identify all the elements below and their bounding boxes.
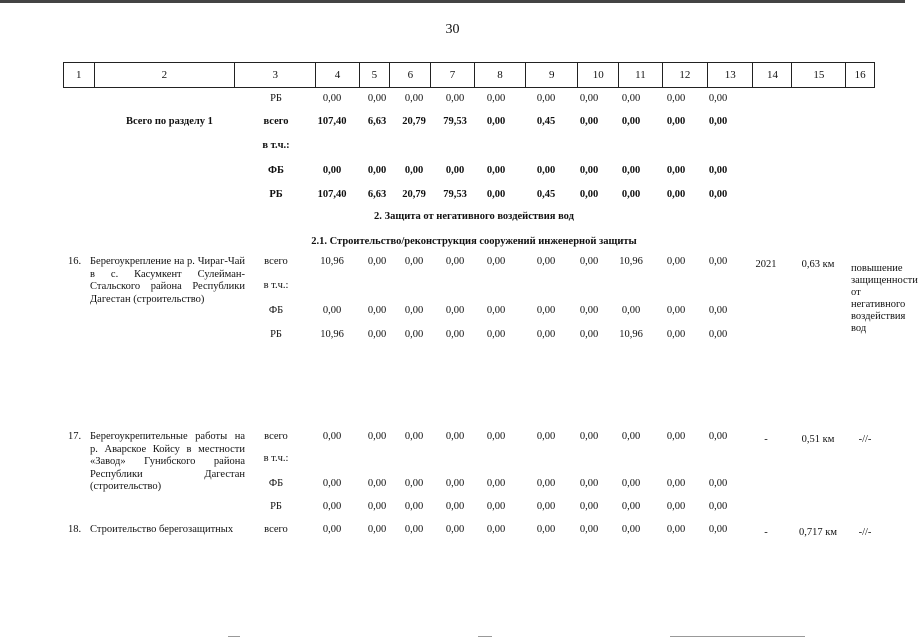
- header-cell-3: 3: [235, 63, 316, 88]
- header-cell-1: 1: [64, 63, 95, 88]
- value-cell: 0,00: [708, 501, 728, 512]
- value-cell: 0,00: [579, 431, 599, 442]
- value-cell: 0,00: [666, 524, 686, 535]
- section-title: 2. Защита от негативного воздействия вод: [374, 211, 574, 222]
- value-cell: 0,00: [445, 256, 465, 267]
- header-cell-5: 5: [359, 63, 390, 88]
- value-cell: 0,00: [536, 501, 556, 512]
- value-cell: 0,00: [486, 93, 506, 104]
- value-cell: 0,00: [367, 329, 387, 340]
- value-cell: 0,00: [708, 478, 728, 489]
- value-cell: 0,00: [367, 165, 387, 176]
- value-cell: 0,00: [536, 329, 556, 340]
- item-capacity: 0,63 км: [801, 259, 835, 270]
- value-cell: 0,00: [621, 305, 641, 316]
- value-cell: 0,00: [666, 189, 686, 200]
- value-cell: 0,00: [536, 478, 556, 489]
- value-cell: 0,00: [708, 329, 728, 340]
- item-result: -//-: [858, 527, 872, 538]
- value-cell: 0,00: [445, 305, 465, 316]
- value-cell: 20,79: [402, 116, 426, 127]
- header-cell-2: 2: [94, 63, 234, 88]
- value-cell: 0,00: [666, 478, 686, 489]
- value-cell: 0,00: [367, 93, 387, 104]
- value-cell: 0,00: [579, 256, 599, 267]
- value-cell: 0,00: [486, 478, 506, 489]
- page-number: 30: [445, 22, 460, 37]
- value-cell: 0,00: [666, 93, 686, 104]
- value-cell: 0,00: [486, 431, 506, 442]
- row-type-label: в т.ч.:: [263, 280, 289, 291]
- item-result: повышение защищенности от негативного воздействия вод: [851, 263, 918, 334]
- value-cell: 0,00: [536, 93, 556, 104]
- value-cell: 0,00: [621, 165, 641, 176]
- header-row: [64, 63, 875, 88]
- value-cell: 0,00: [445, 524, 465, 535]
- bottom-mark: [228, 636, 240, 637]
- value-cell: 0,00: [621, 501, 641, 512]
- item-name: Берегоукрепительные работы на р. Аварское Койсу в местности «Завод» Гунибского района Республики Дагестан (строительство): [90, 431, 245, 492]
- value-cell: 0,00: [445, 93, 465, 104]
- value-cell: 10,96: [619, 329, 643, 340]
- value-cell: 0,00: [621, 93, 641, 104]
- value-cell: 0,00: [322, 478, 342, 489]
- item-year: -: [764, 527, 768, 538]
- value-cell: 0,00: [708, 189, 728, 200]
- value-cell: 6,63: [367, 189, 387, 200]
- value-cell: 0,00: [536, 305, 556, 316]
- value-cell: 0,45: [536, 189, 556, 200]
- item-capacity: 0,51 км: [801, 434, 835, 445]
- value-cell: 0,00: [708, 431, 728, 442]
- value-cell: 0,00: [486, 501, 506, 512]
- value-cell: 0,00: [708, 116, 728, 127]
- value-cell: 0,00: [579, 165, 599, 176]
- value-cell: 0,00: [579, 524, 599, 535]
- value-cell: 10,96: [320, 329, 344, 340]
- value-cell: 0,00: [621, 431, 641, 442]
- value-cell: 0,00: [708, 93, 728, 104]
- header-cell-10: 10: [578, 63, 619, 88]
- value-cell: 0,00: [666, 501, 686, 512]
- value-cell: 0,00: [404, 431, 424, 442]
- value-cell: 0,00: [404, 478, 424, 489]
- item-year: 2021: [755, 259, 777, 270]
- value-cell: 0,00: [536, 256, 556, 267]
- value-cell: 0,00: [621, 189, 641, 200]
- header-cell-14: 14: [753, 63, 792, 88]
- value-cell: 10,96: [619, 256, 643, 267]
- header-cell-13: 13: [708, 63, 753, 88]
- value-cell: 0,00: [367, 478, 387, 489]
- value-cell: 0,00: [579, 478, 599, 489]
- value-cell: 0,00: [486, 116, 506, 127]
- header-cell-15: 15: [792, 63, 846, 88]
- item-number: 17.: [68, 431, 82, 442]
- row-type-label: всего: [264, 256, 288, 267]
- value-cell: 0,00: [404, 524, 424, 535]
- value-cell: 0,00: [322, 501, 342, 512]
- value-cell: 79,53: [443, 189, 467, 200]
- value-cell: 0,00: [666, 256, 686, 267]
- value-cell: 0,00: [445, 165, 465, 176]
- value-cell: 0,00: [445, 501, 465, 512]
- value-cell: 0,00: [621, 478, 641, 489]
- value-cell: 0,00: [621, 524, 641, 535]
- row-type-label: ФБ: [268, 305, 284, 316]
- top-border-line: [0, 0, 905, 3]
- value-cell: 107,40: [317, 189, 347, 200]
- value-cell: 0,00: [367, 501, 387, 512]
- value-cell: 0,00: [666, 116, 686, 127]
- value-cell: 0,00: [579, 116, 599, 127]
- value-cell: 0,00: [445, 329, 465, 340]
- row-type-label: ФБ: [268, 165, 284, 176]
- value-cell: 0,00: [666, 305, 686, 316]
- header-cell-9: 9: [526, 63, 578, 88]
- value-cell: 0,00: [367, 524, 387, 535]
- value-cell: 0,00: [367, 256, 387, 267]
- value-cell: 0,00: [404, 329, 424, 340]
- value-cell: 0,00: [322, 93, 342, 104]
- header-cell-11: 11: [619, 63, 662, 88]
- row-type-label: всего: [264, 431, 288, 442]
- value-cell: 0,00: [666, 329, 686, 340]
- item-number: 18.: [68, 524, 82, 535]
- value-cell: 0,00: [579, 329, 599, 340]
- row-type-label: РБ: [270, 329, 282, 340]
- header-cell-12: 12: [662, 63, 707, 88]
- row-type-label: в т.ч.:: [263, 453, 289, 464]
- value-cell: 0,00: [486, 165, 506, 176]
- value-cell: 0,00: [579, 189, 599, 200]
- value-cell: 0,00: [536, 431, 556, 442]
- value-cell: 0,00: [579, 305, 599, 316]
- header-cell-8: 8: [474, 63, 526, 88]
- value-cell: 0,00: [322, 431, 342, 442]
- value-cell: 10,96: [320, 256, 344, 267]
- value-cell: 0,00: [536, 165, 556, 176]
- value-cell: 0,00: [579, 93, 599, 104]
- header-cell-16: 16: [846, 63, 875, 88]
- bottom-mark: [670, 636, 805, 637]
- row-type-label: РБ: [270, 93, 282, 104]
- header-cell-7: 7: [431, 63, 474, 88]
- item-capacity: 0,717 км: [799, 527, 837, 538]
- value-cell: 0,00: [486, 189, 506, 200]
- row-type-label: ФБ: [268, 478, 284, 489]
- item-name: Берегоукрепление на р. Чираг-Чай в с. Касумкент Сулейман-Стальского района Республики Дагестан (строительство): [90, 256, 245, 305]
- row-type-label: всего: [263, 116, 289, 127]
- row-type-label: РБ: [270, 501, 282, 512]
- value-cell: 0,00: [404, 305, 424, 316]
- value-cell: 0,00: [621, 116, 641, 127]
- value-cell: 0,00: [404, 501, 424, 512]
- header-cell-4: 4: [316, 63, 359, 88]
- value-cell: 20,79: [402, 189, 426, 200]
- value-cell: 0,45: [536, 116, 556, 127]
- value-cell: 0,00: [708, 305, 728, 316]
- value-cell: 107,40: [317, 116, 347, 127]
- value-cell: 0,00: [367, 431, 387, 442]
- value-cell: 0,00: [708, 256, 728, 267]
- value-cell: 0,00: [404, 165, 424, 176]
- item-year: -: [764, 434, 768, 445]
- header-cell-6: 6: [390, 63, 431, 88]
- item-number: 16.: [68, 256, 82, 267]
- value-cell: 0,00: [486, 305, 506, 316]
- value-cell: 0,00: [666, 165, 686, 176]
- column-number-header: [63, 62, 875, 88]
- value-cell: 0,00: [445, 478, 465, 489]
- item-name: Строительство берегозащитных: [90, 524, 234, 535]
- value-cell: 0,00: [536, 524, 556, 535]
- value-cell: 0,00: [367, 305, 387, 316]
- value-cell: 0,00: [666, 431, 686, 442]
- value-cell: 0,00: [486, 329, 506, 340]
- value-cell: 0,00: [486, 256, 506, 267]
- value-cell: 0,00: [404, 256, 424, 267]
- value-cell: 0,00: [708, 524, 728, 535]
- value-cell: 0,00: [579, 501, 599, 512]
- bottom-mark: [478, 636, 492, 637]
- row-type-label: всего: [264, 524, 288, 535]
- value-cell: 0,00: [322, 305, 342, 316]
- row-type-label: в т.ч.:: [262, 140, 290, 151]
- row-type-label: РБ: [269, 189, 283, 200]
- value-cell: 0,00: [322, 165, 342, 176]
- value-cell: 6,63: [367, 116, 387, 127]
- value-cell: 0,00: [322, 524, 342, 535]
- subsection-title: 2.1. Строительство/реконструкция сооружений инженерной защиты: [311, 236, 637, 247]
- value-cell: 0,00: [445, 431, 465, 442]
- value-cell: 79,53: [443, 116, 467, 127]
- value-cell: 0,00: [404, 93, 424, 104]
- item-result: -//-: [858, 434, 872, 445]
- value-cell: 0,00: [486, 524, 506, 535]
- value-cell: 0,00: [708, 165, 728, 176]
- total-section-label: Всего по разделу 1: [126, 116, 213, 127]
